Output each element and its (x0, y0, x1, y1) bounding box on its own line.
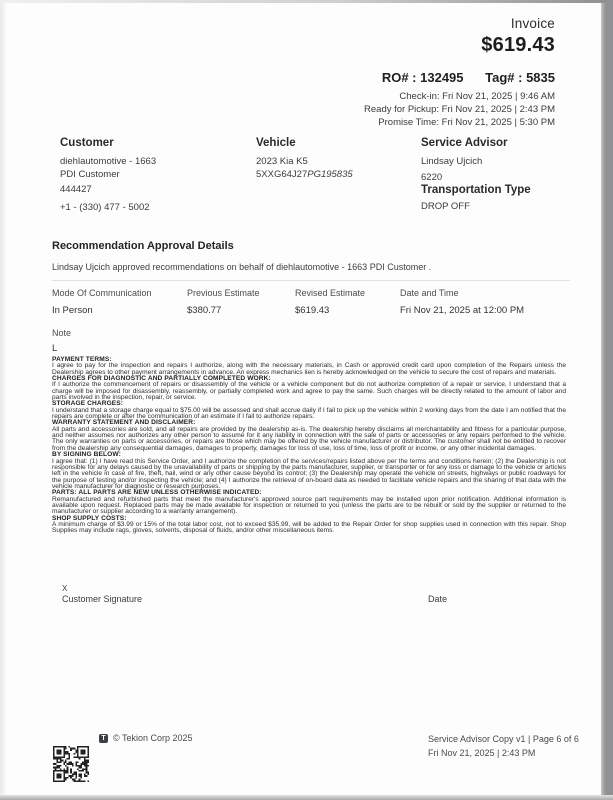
customer-number: 444427 (60, 184, 92, 195)
tekion-logo-icon: T (99, 734, 108, 743)
customer-name: diehlautomotive - 1663 (60, 156, 157, 167)
approval-column-label: Previous Estimate (187, 288, 260, 298)
approval-column-value: Fri Nov 21, 2025 at 12:00 PM (400, 305, 525, 316)
approval-column-value: $380.77 (187, 305, 222, 316)
terms-paragraph-heading: STORAGE CHARGES: (52, 400, 124, 408)
vin-part-1: 5XXG64J27 (256, 168, 308, 180)
scan-edge-top (0, 0, 613, 3)
terms-paragraph-heading: WARRANTY STATEMENT AND DISCLAIMER: (52, 419, 196, 427)
invoice-title: Invoice (510, 16, 555, 31)
service-advisor-heading: Service Advisor (421, 137, 508, 149)
approval-column (400, 288, 560, 316)
ready-for-pickup-time: Ready for Pickup: Fri Nov 21, 2025 | 2:43 PM (364, 104, 555, 115)
transportation-heading: Transportation Type (421, 184, 531, 196)
customer-section (60, 137, 250, 214)
approval-section (52, 240, 570, 354)
terms-paragraph-heading: CHARGES FOR DIAGNOSTIC AND PARTIALLY COMPLETED WORK: (52, 375, 271, 383)
vehicle-heading: Vehicle (256, 137, 296, 149)
customer-signature-label: Customer Signature (62, 594, 143, 604)
terms-paragraph (52, 357, 566, 376)
signature-date-label: Date (428, 594, 448, 604)
terms-paragraph-heading: PAYMENT TERMS: (52, 356, 112, 363)
ro-number: RO# : 132495 (381, 70, 464, 85)
terms-paragraph (52, 490, 566, 515)
note-value: L (52, 343, 58, 354)
terms-paragraph-body: A minimum charge of $3.99 or 15% of the total labor cost, not to exceed $35.99, will be added to the Repair Order for shop supplies used in connection with this repair. Shop Supplies may include rags, gloves, solvents, disposal of fluids, and/or other miscellaneous items. (52, 520, 566, 535)
terms-paragraph-body: Remanufactured and refurbished parts that meet the manufacturer's approved source part requirements may be installed upon prior notification. Additional information is available upon request. Replaced parts may be made available for inspection or returned to you (unless the parts are to be rebuilt or sold by the supplier or returned to the manufacturer or supplier according to a warranty arrangement). (52, 495, 566, 516)
service-advisor-id: 6220 (421, 171, 443, 183)
invoice-amount: $619.43 (481, 34, 555, 56)
vin-part-2: PG195835 (307, 168, 353, 180)
terms-paragraph-body: If I authorize the commencement of repairs or disassembly of the vehicle or a vehicle component but do not authorize completion of a repair or service, I understand that a charge will be imposed for disassembly, reassembly, or partially completed work and agree to pay the same. Such charges will be directly related to the amount of labor and parts involved in the inspection, repair, or service. (52, 381, 566, 402)
approval-column (187, 288, 295, 316)
footer-meta (428, 733, 579, 760)
scan-edge-bottom (0, 795, 613, 800)
footer-brand (99, 733, 193, 743)
terms-paragraph (52, 401, 566, 420)
terms-and-conditions (52, 357, 566, 535)
scan-edge-right (601, 0, 613, 800)
invoice-header (364, 16, 555, 129)
service-advisor-section (421, 137, 581, 184)
qr-code (53, 746, 89, 782)
terms-paragraph (52, 516, 566, 535)
terms-paragraph-body: I agree to pay for the inspection and repairs I authorize, along with the necessary materials, in Cash or approved credit card upon completion of the Repairs unless the Dealership agrees to other payment arrangements in advance. An express mechanics lien is hereby acknowledged on the vehicle to secure the cost of repairs and materials. (52, 362, 566, 376)
approval-sentence: Lindsay Ujcich approved recommendations on behalf of diehlautomotive - 1663 PDI Customer . (52, 262, 432, 272)
customer-phone: +1 - (330) 477 - 5002 (60, 201, 150, 213)
scan-edge-left (0, 0, 7, 800)
terms-paragraph-heading: BY SIGNING BELOW: (52, 451, 121, 459)
approval-column-label: Date and Time (400, 288, 459, 298)
approval-column-value: $619.43 (295, 305, 330, 316)
approval-column (295, 288, 400, 316)
approval-column-label: Revised Estimate (295, 288, 366, 298)
promise-time: Promise Time: Fri Nov 21, 2025 | 5:30 PM (378, 117, 555, 128)
terms-paragraph-body: I understand that a storage charge equal to $75.00 will be assessed and shall accrue daily if I fail to pick up the vehicle within 2 working days from the date I am notified that the repairs are complete or after the communication of an estimate if I fail to authorize repairs. (52, 406, 566, 421)
signature-section (62, 584, 566, 608)
customer-type: PDI Customer (60, 168, 120, 180)
vehicle-vin (256, 169, 416, 182)
note-label: Note (52, 328, 72, 338)
terms-paragraph-body: All parts and accessories are sold, and all repairs are provided by the dealership as-is. The dealership hereby disclaims all merchantability and fitness for a particular purpose, and neither assumes nor authorizes any other person to assume for it any liability in connection with the sale of parts or accessories or any repairs performed to the vehicle. The only warranties on parts or accessories, or repairs are those which may be offered by the vehicle manufacturer or distributor. The customer shall not be entitled to recover from the dealership any consequential damages, damages to property, damages for loss of use, loss of time, loss of profit or income, or any other incidental damages. (52, 425, 566, 452)
checkin-time: Check-in: Fri Nov 21, 2025 | 9:46 AM (399, 91, 555, 102)
ro-tag-line (364, 70, 555, 85)
copyright-text: © Tekion Corp 2025 (113, 733, 193, 743)
terms-paragraph (52, 376, 566, 401)
vehicle-section (256, 137, 416, 181)
transportation-section (421, 184, 591, 214)
terms-paragraph (52, 420, 566, 452)
vehicle-model: 2023 Kia K5 (256, 156, 308, 167)
service-advisor-name: Lindsay Ujcich (421, 156, 483, 167)
signature-x-mark: X (62, 584, 68, 593)
approval-column-value: In Person (52, 305, 93, 316)
tag-number: Tag# : 5835 (485, 70, 555, 85)
approval-column-label: Mode Of Communication (52, 288, 152, 298)
footer-datetime: Fri Nov 21, 2025 | 2:43 PM (428, 747, 536, 758)
terms-paragraph (52, 452, 566, 490)
terms-paragraph-heading: PARTS: ALL PARTS ARE NEW UNLESS OTHERWISE INDICATED: (52, 489, 262, 497)
customer-heading: Customer (60, 137, 114, 149)
terms-paragraph-body: I agree that: (1) I have read this Service Order, and I authorize the completion of the services/repairs listed above per the terms and conditions herein; (2) the Dealership is not responsible for any delays caused by the unavailability of parts or shipping by the parts manufacturer, supplier, or transporter or for any loss or damage to the vehicle or articles left in the vehicle in case of fire, theft, hail, wind or any other cause beyond its control; (3) the Dealership may operate the vehicle on streets, highways or public roadways for the purpose of testing and/or inspecting the vehicle; and (4) I authorize the retrieval of on-board data as needed to facilitate vehicle repairs and the sharing of that data with the vehicle manufacturer for diagnostic or research purposes. (52, 457, 566, 490)
approval-table (52, 280, 570, 316)
service-dates (364, 90, 555, 129)
transportation-value: DROP OFF (421, 201, 470, 212)
approval-column (52, 288, 187, 316)
copy-version-page: Service Advisor Copy v1 | Page 6 of 6 (428, 734, 579, 744)
terms-paragraph-heading: SHOP SUPPLY COSTS: (52, 514, 127, 522)
approval-heading: Recommendation Approval Details (52, 240, 234, 252)
